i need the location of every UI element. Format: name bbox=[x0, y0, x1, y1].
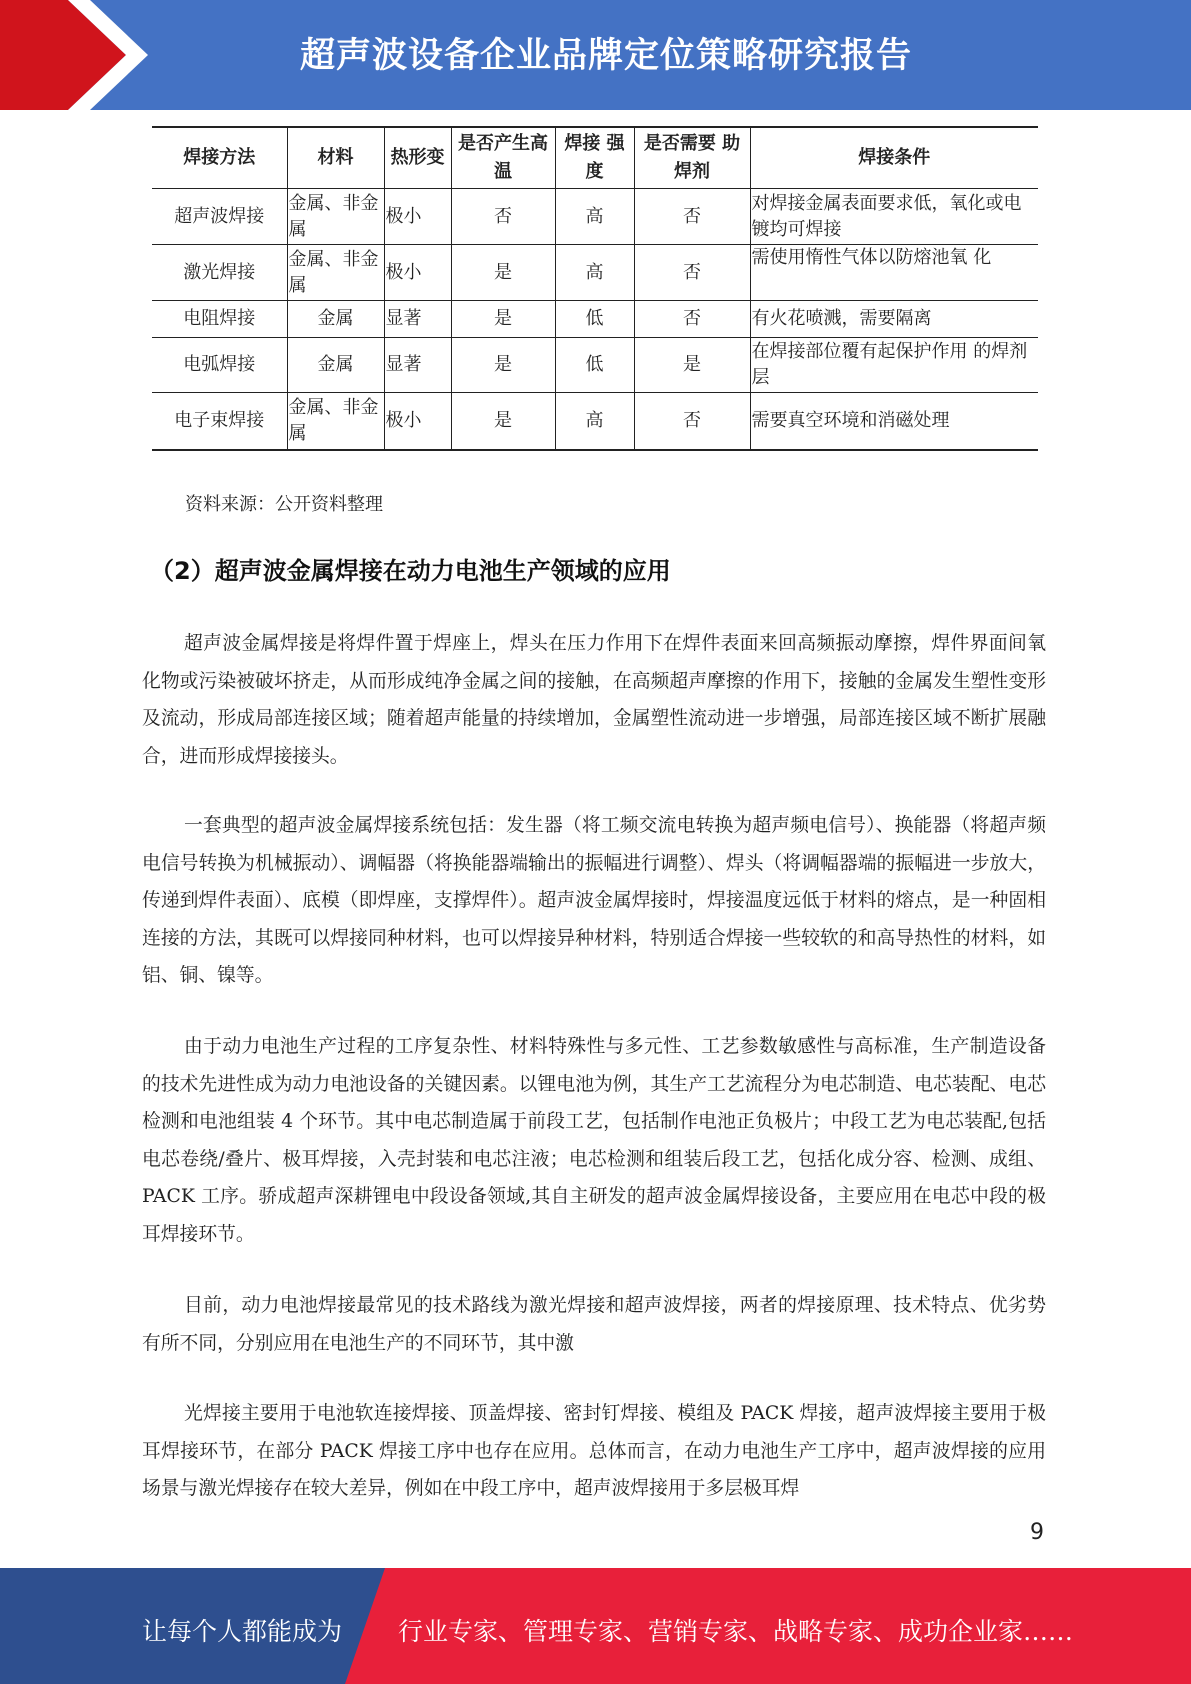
table-row bbox=[152, 301, 1038, 338]
table-cell: 极小 bbox=[384, 245, 451, 301]
table-cell: 极小 bbox=[384, 393, 451, 450]
table-header-cell: 焊接方法 bbox=[183, 147, 256, 168]
table-cell: 需要真空环境和消磁处理 bbox=[750, 393, 1038, 450]
table-cell bbox=[287, 393, 384, 450]
body-paragraph: 光焊接主要用于电池软连接焊接、顶盖焊接、密封钉焊接、模组及 PACK 焊接，超声波焊接主要用于极耳焊接环节，在部分 PACK 焊接工序中也存在应用。总体而言，在动力电池生产工序中，超声波焊接的应用场景与激光焊接存在较大差异，例如在中段工序中，超声波焊接用于多层极耳焊 bbox=[142, 1403, 1046, 1499]
table-header-cell: 是否产生高温 bbox=[451, 127, 555, 189]
table-cell: 超声波焊接 bbox=[174, 205, 265, 227]
table-cell bbox=[750, 189, 1038, 245]
table-header-cell: 焊接条件 bbox=[750, 127, 1038, 189]
header-banner bbox=[0, 0, 1191, 110]
table-source-note: 资料来源：公开资料整理 bbox=[185, 494, 383, 515]
table-cell bbox=[287, 189, 384, 245]
table-cell: 低 bbox=[555, 338, 634, 393]
table-cell-text: 金属、非金属 bbox=[288, 192, 379, 240]
body-paragraph: 由于动力电池生产过程的工序复杂性、材料特殊性与多元性、工艺参数敏感性与高标准，生产制造设备的技术先进性成为动力电池设备的关键因素。以锂电池为例，其生产工艺流程分为电芯制造、电芯装配、电芯检测和电池组装 4 个环节。其中电芯制造属于前段工艺，包括制作电池正负极片；中段工艺为电芯装配,包括电芯卷绕/叠片、极耳焊接，入壳封装和电芯注液；电芯检测和组装后段工艺，包括化成分容、检测、成组、PACK 工序。骄成超声深耕锂电中段设备领域,其自主研发的超声波金属焊接设备，主要应用在电芯中段的极耳焊接环节。 bbox=[142, 1036, 1046, 1245]
body-paragraph: 一套典型的超声波金属焊接系统包括：发生器（将工频交流电转换为超声频电信号）、换能器（将超声频电信号转换为机械振动）、调幅器（将换能器端输出的振幅进行调整）、焊头（将调幅器端的振幅进一步放大，传递到焊件表面）、底模（即焊座，支撑焊件）。超声波金属焊接时，焊接温度远低于材料的熔点，是一种固相连接的方法，其既可以焊接同种材料，也可以焊接异种材料，特别适合焊接一些较软的和高导热性的材料，如铝、铜、镍等。 bbox=[142, 815, 1046, 986]
table-cell: 否 bbox=[634, 393, 750, 450]
table-cell: 显著 bbox=[384, 338, 451, 393]
table-row bbox=[152, 189, 1038, 245]
footer-slogan-right: 行业专家、管理专家、营销专家、战略专家、成功企业家…… bbox=[398, 1617, 1074, 1646]
table-cell: 高 bbox=[555, 189, 634, 245]
footer-banner bbox=[0, 1568, 1191, 1684]
body-paragraph: 目前，动力电池焊接最常见的技术路线为激光焊接和超声波焊接，两者的焊接原理、技术特点、优劣势有所不同，分别应用在电池生产的不同环节，其中激 bbox=[142, 1295, 1046, 1354]
table-cell: 是 bbox=[451, 245, 555, 301]
table-row bbox=[152, 393, 1038, 450]
table-header-cell: 热形变 bbox=[384, 127, 451, 189]
table-row bbox=[152, 245, 1038, 301]
table-cell: 是 bbox=[451, 338, 555, 393]
table-cell bbox=[287, 245, 384, 301]
table-cell: 电阻焊接 bbox=[183, 308, 256, 329]
table-cell: 极小 bbox=[384, 189, 451, 245]
page-number: 9 bbox=[1030, 1520, 1044, 1545]
table-cell: 否 bbox=[451, 189, 555, 245]
section-heading: （2）超声波金属焊接在动力电池生产领域的应用 bbox=[150, 557, 671, 585]
table-cell: 电子束焊接 bbox=[174, 409, 265, 431]
table-cell bbox=[750, 245, 1038, 301]
table-cell: 低 bbox=[555, 301, 634, 338]
table-cell: 是 bbox=[451, 393, 555, 450]
table-cell: 否 bbox=[634, 301, 750, 338]
welding-comparison-table bbox=[152, 126, 1038, 451]
table-cell-text: 需使用惰性气体以防熔池氧 化 bbox=[751, 247, 992, 268]
table-header-cell: 是否需要 助焊剂 bbox=[634, 127, 750, 189]
table-cell: 金属 bbox=[287, 338, 384, 393]
table-cell: 金属 bbox=[287, 301, 384, 338]
footer-slogan-left: 让每个人都能成为 bbox=[142, 1617, 343, 1646]
table-cell-text: 金属、非金属 bbox=[288, 396, 379, 444]
table-cell: 否 bbox=[634, 189, 750, 245]
table-cell: 高 bbox=[555, 245, 634, 301]
table-header-cell: 材料 bbox=[287, 127, 384, 189]
table-cell-text: 金属、非金属 bbox=[288, 248, 379, 296]
header-chevron-decoration bbox=[0, 0, 160, 110]
table-cell: 是 bbox=[634, 338, 750, 393]
body-paragraph: 超声波金属焊接是将焊件置于焊座上，焊头在压力作用下在焊件表面来回高频振动摩擦，焊件界面间氧化物或污染被破坏挤走，从而形成纯净金属之间的接触，在高频超声摩擦的作用下，接触的金属发生塑性变形及流动，形成局部连接区域；随着超声能量的持续增加，金属塑性流动进一步增强，局部连接区域不断扩展融合，进而形成焊接接头。 bbox=[142, 633, 1046, 767]
table-cell: 显著 bbox=[384, 301, 451, 338]
table-cell: 激光焊接 bbox=[183, 261, 256, 283]
table-cell: 是 bbox=[451, 301, 555, 338]
table-cell: 在焊接部位覆有起保护作用 的焊剂层 bbox=[750, 338, 1038, 393]
table-cell-text: 对焊接金属表面要求低，氧化或电镀均可焊接 bbox=[751, 192, 1022, 240]
table-header-cell: 焊接 强度 bbox=[555, 127, 634, 189]
table-header-row bbox=[152, 127, 1038, 189]
table-cell: 有火花喷溅，需要隔离 bbox=[750, 301, 1038, 338]
table-cell: 电弧焊接 bbox=[183, 354, 256, 375]
report-title: 超声波设备企业品牌定位策略研究报告 bbox=[300, 36, 913, 76]
table-cell: 否 bbox=[634, 245, 750, 301]
table-row bbox=[152, 338, 1038, 393]
table-cell: 高 bbox=[555, 393, 634, 450]
